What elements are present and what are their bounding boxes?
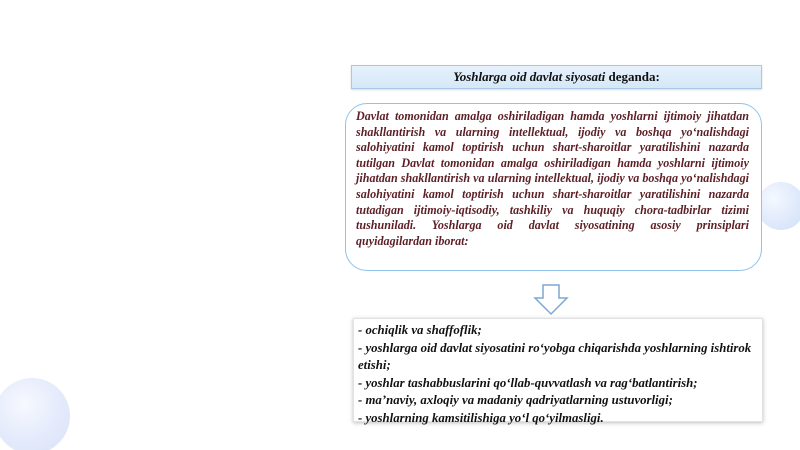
principles-list <box>358 322 756 428</box>
list-item: - yoshlar tashabbuslarini qo‘llab-quvvatlash va rag‘batlantirish; <box>358 375 698 390</box>
title-banner <box>351 65 762 89</box>
decorative-circle-left <box>0 378 70 450</box>
list-item: - ma’naviy, axloqiy va madaniy qadriyatlarning ustuvorligi; <box>358 393 673 408</box>
decorative-circle-right <box>757 182 800 230</box>
title-italic-text: Yoshlarga oid davlat siyosati <box>453 69 606 84</box>
list-item: - yoshlarning kamsitilishiga yo‘l qo‘yilmasligi. <box>358 410 604 425</box>
definition-text: Davlat tomonidan amalga oshiriladigan hamda yoshlarni ijtimoiy jihatdan shakllantirish va ularning intellektual, ijodiy va boshqa yo‘nalishdagi salohiyatini kamol toptirish uchun shart-sharoitlar yaratilishini nazarda tutilgan Davlat tomonidan amalga oshiriladigan hamda yoshlarni ijtimoiy jihatdan shakllantirish va ularning intellektual, ijodiy va boshqa yo‘nalishdagi salohiyatini kamol toptirish uchun shart-sharoitlar yaratilishini nazarda tutadigan ijtimoiy-iqtisodiy, tashkiliy va huquqiy chora-tadbirlar tizimi tushuniladi. Yoshlarga oid davlat siyosatining asosiy prinsiplari quyidagilardan iborat: <box>356 109 749 248</box>
definition-box <box>345 103 762 271</box>
title-rest-text: deganda: <box>605 69 660 84</box>
principles-list-box <box>353 318 763 425</box>
down-arrow-icon <box>533 284 569 316</box>
list-item: - yoshlarga oid davlat siyosatini ro‘yobga chiqarishda yoshlarning ishtirok etishi; <box>358 340 752 373</box>
list-item: - ochiqlik va shaffoflik; <box>358 323 482 337</box>
